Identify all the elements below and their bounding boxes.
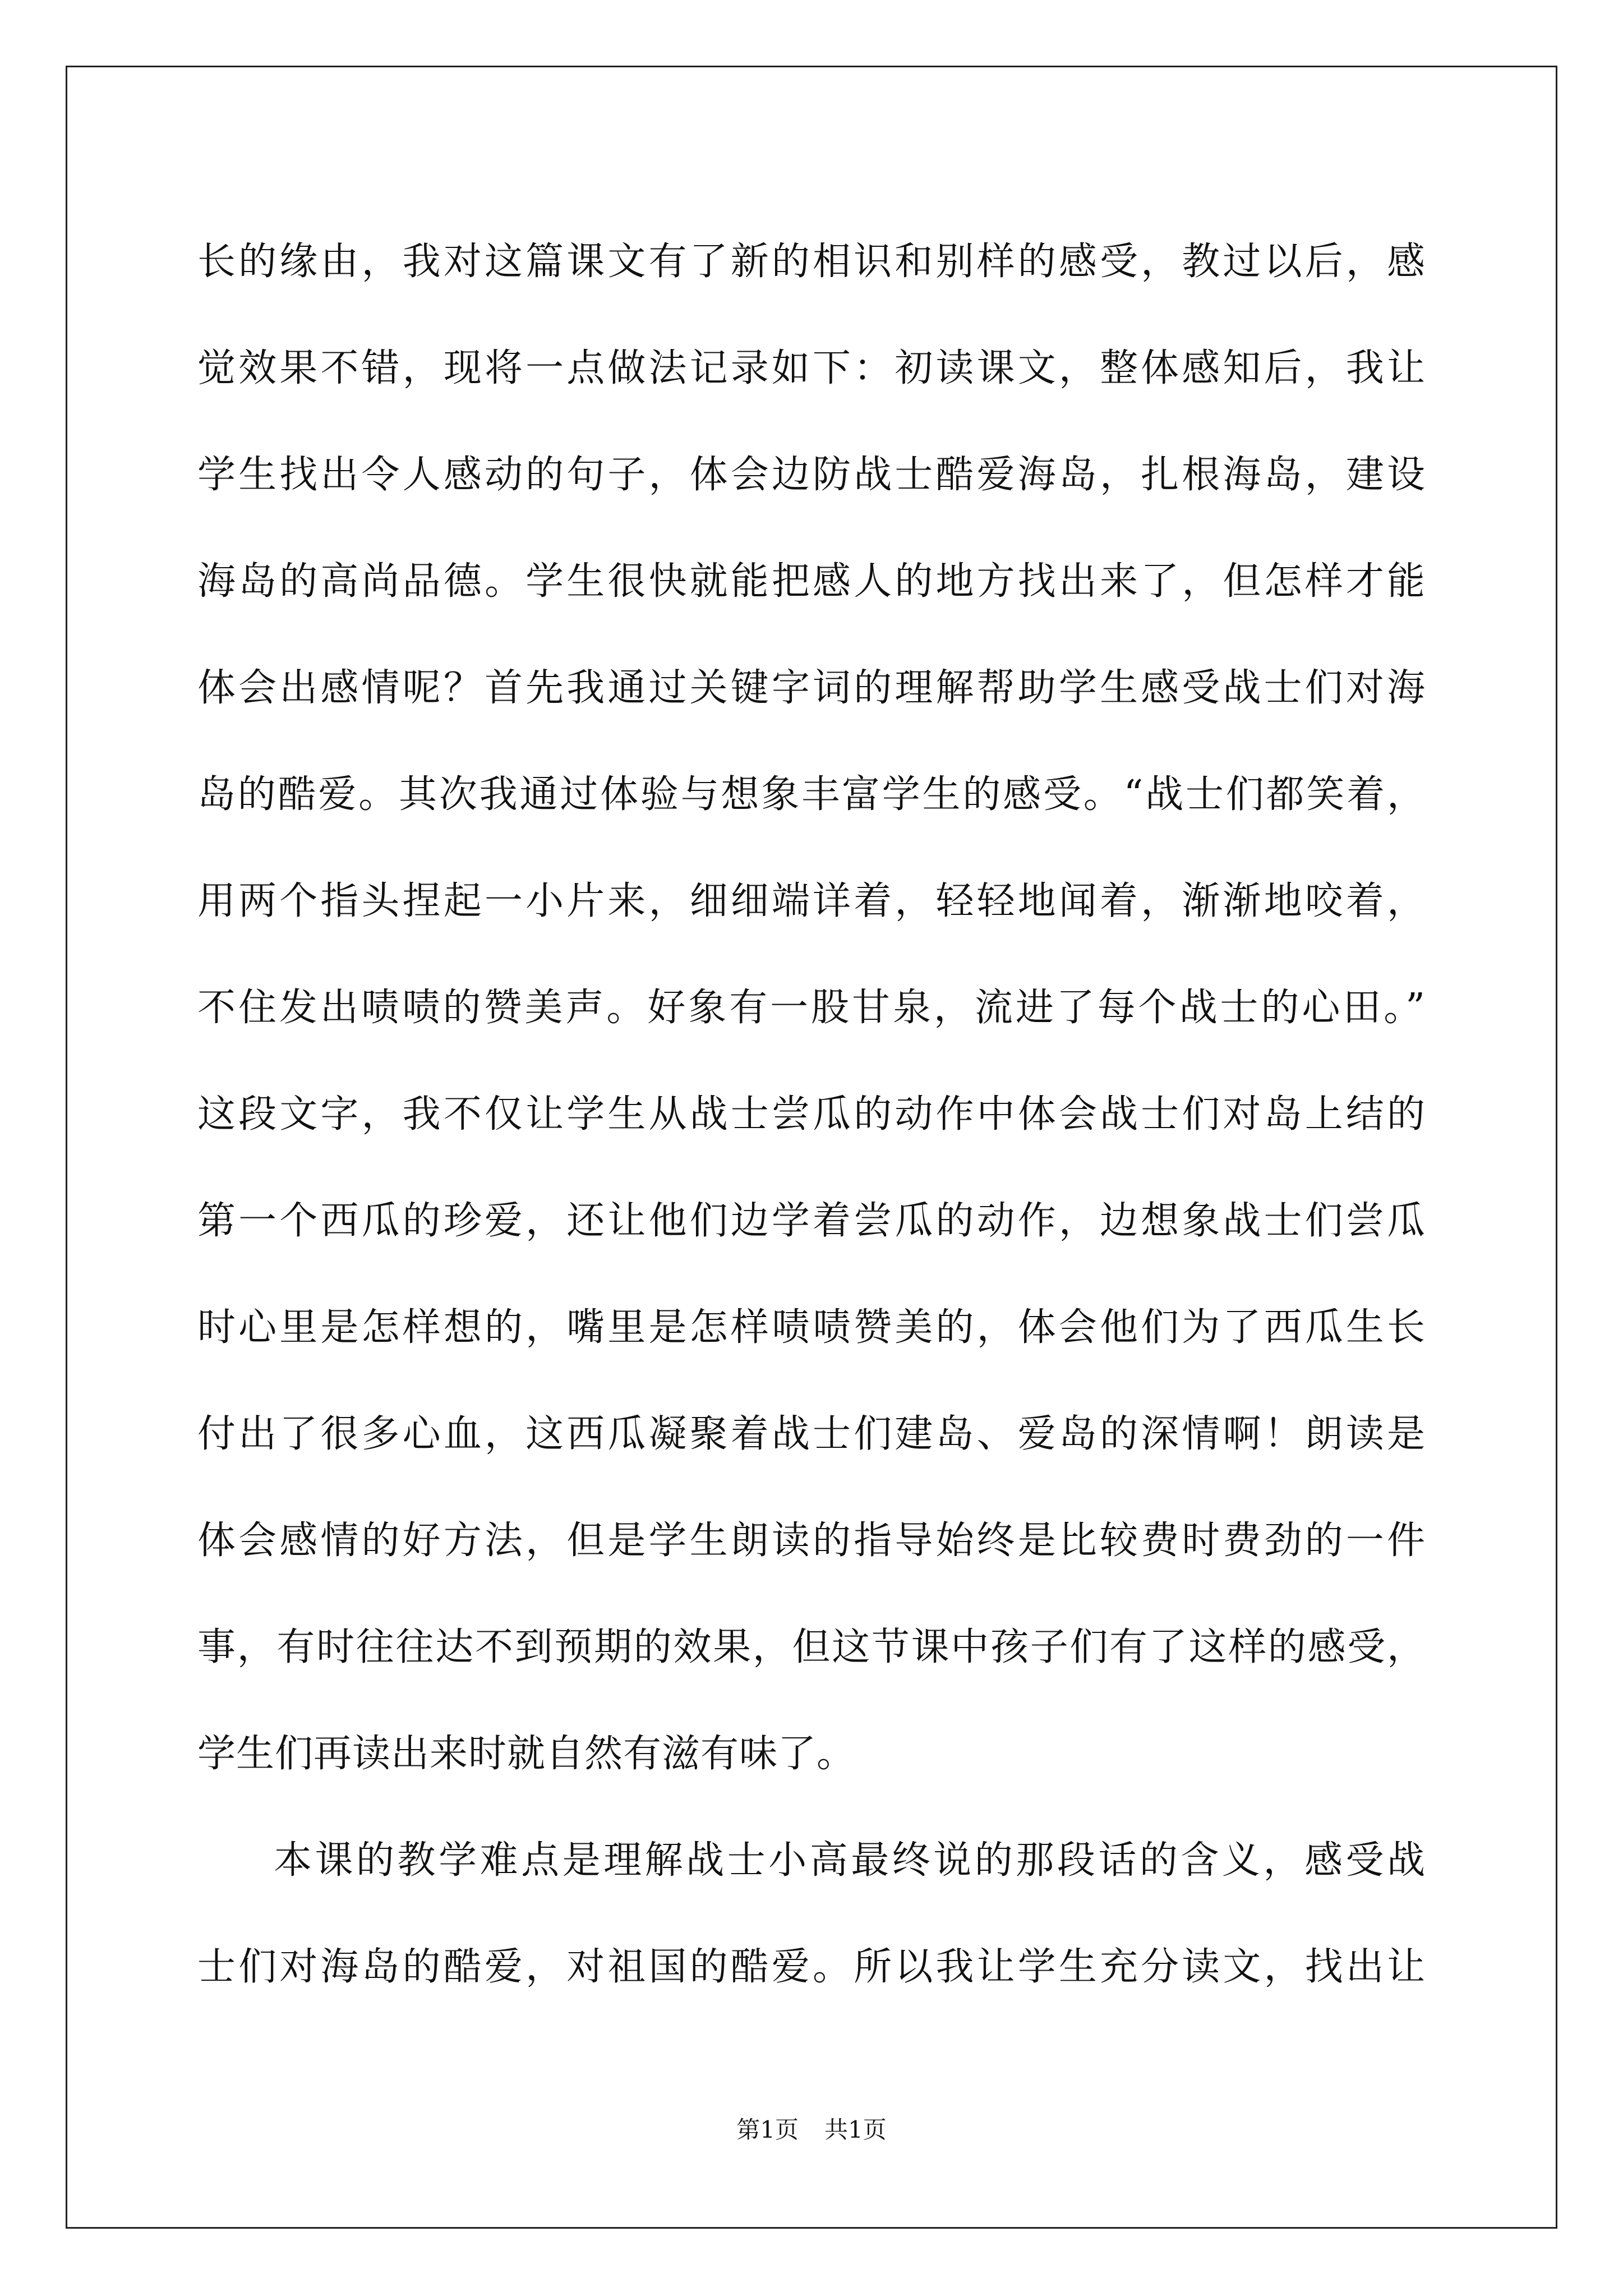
text-line: 体会出感情呢？首先我通过关键字词的理解帮助学生感受战士们对海 — [197, 666, 1426, 710]
page-footer — [0, 2116, 1623, 2144]
text-line: 付出了很多心血，这西瓜凝聚着战士们建岛、爱岛的深情啊！朗读是 — [197, 1412, 1426, 1456]
text-line: 学生找出令人感动的句子，体会边防战士酷爱海岛，扎根海岛，建设 — [197, 453, 1426, 497]
text-line: 不住发出啧啧的赞美声。好象有一股甘泉，流进了每个战士的心田。” — [197, 986, 1426, 1030]
text-line: 学生们再读出来时就自然有滋有味了。 — [197, 1732, 856, 1776]
page-number: 第1页 — [736, 2116, 799, 2143]
text-line: 用两个指头捏起一小片来，细细端详着，轻轻地闻着，渐渐地咬着， — [197, 879, 1426, 923]
text-line: 觉效果不错，现将一点做法记录如下：初读课文，整体感知后，我让 — [197, 346, 1426, 390]
text-line: 这段文字，我不仅让学生从战士尝瓜的动作中体会战士们对岛上结的 — [197, 1092, 1426, 1137]
text-line: 海岛的高尚品德。学生很快就能把感人的地方找出来了，但怎样才能 — [197, 559, 1426, 604]
text-line: 时心里是怎样想的，嘴里是怎样啧啧赞美的，体会他们为了西瓜生长 — [197, 1305, 1426, 1350]
page-total: 共1页 — [824, 2116, 887, 2143]
text-line-indented: 本课的教学难点是理解战士小高最终说的那段话的含义，感受战 — [274, 1838, 1426, 1883]
text-line: 岛的酷爱。其次我通过体验与想象丰富学生的感受。“战士们都笑着， — [197, 772, 1426, 817]
text-line: 士们对海岛的酷爱，对祖国的酷爱。所以我让学生充分读文，找出让 — [197, 1945, 1426, 1989]
text-line: 第一个西瓜的珍爱，还让他们边学着尝瓜的动作，边想象战士们尝瓜 — [197, 1199, 1426, 1243]
text-line: 长的缘由，我对这篇课文有了新的相识和别样的感受，教过以后，感 — [197, 240, 1426, 284]
text-line: 体会感情的好方法，但是学生朗读的指导始终是比较费时费劲的一件 — [197, 1519, 1426, 1563]
document-body — [197, 209, 1426, 2021]
text-line: 事，有时往往达不到预期的效果，但这节课中孩子们有了这样的感受， — [197, 1625, 1426, 1669]
